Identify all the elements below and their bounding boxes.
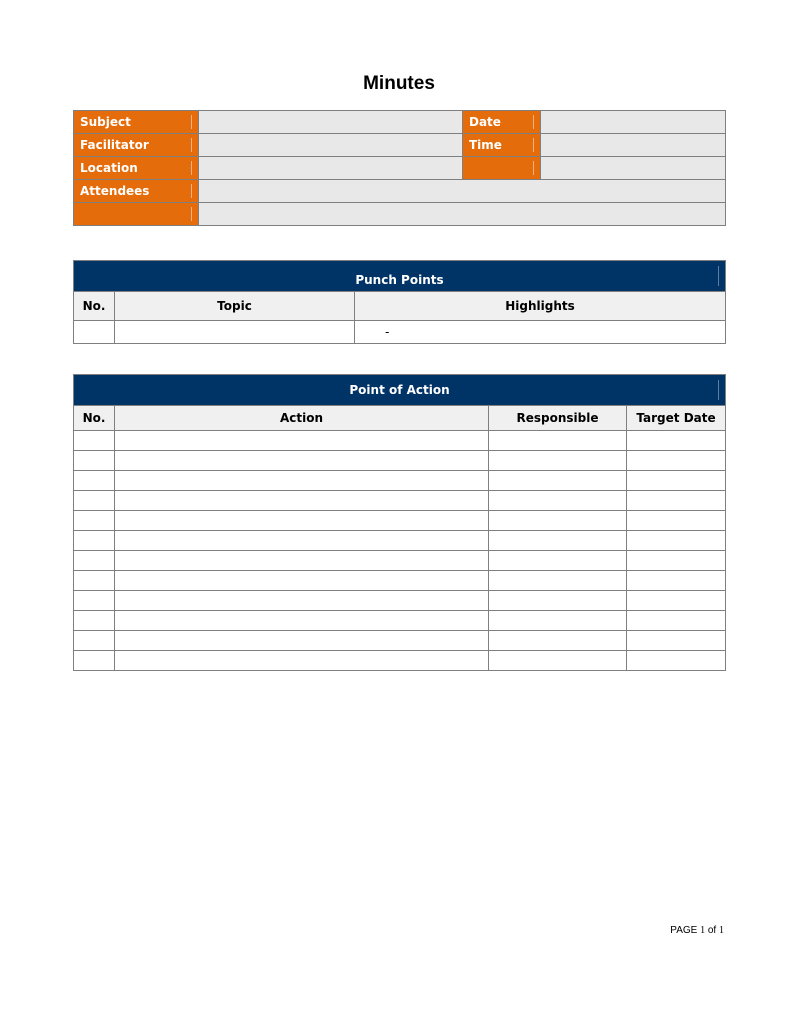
table-row (74, 451, 726, 471)
responsible-cell[interactable] (489, 471, 627, 491)
punch-highlights-cell[interactable]: - (355, 321, 726, 344)
target-date-cell[interactable] (627, 651, 726, 671)
responsible-cell[interactable] (489, 611, 627, 631)
info-row-attendees (74, 180, 726, 203)
action-cell[interactable] (115, 431, 489, 451)
action-no-cell[interactable] (74, 431, 115, 451)
time-field[interactable] (541, 134, 726, 157)
punch-points-table (73, 260, 726, 344)
responsible-cell[interactable] (489, 571, 627, 591)
action-no-cell[interactable] (74, 491, 115, 511)
punch-points-header-row (74, 292, 726, 321)
target-date-cell[interactable] (627, 511, 726, 531)
page-label: PAGE (670, 925, 698, 936)
responsible-cell[interactable] (489, 451, 627, 471)
action-no-cell[interactable] (74, 591, 115, 611)
page-footer (600, 924, 724, 938)
table-row (74, 491, 726, 511)
punch-no-cell[interactable] (74, 321, 115, 344)
target-date-cell[interactable] (627, 551, 726, 571)
facilitator-label: Facilitator (74, 134, 199, 157)
info-row-facilitator (74, 134, 726, 157)
action-cell[interactable] (115, 511, 489, 531)
action-no-cell[interactable] (74, 531, 115, 551)
action-no-cell[interactable] (74, 651, 115, 671)
action-no-cell[interactable] (74, 551, 115, 571)
column-header-highlights: Highlights (355, 292, 726, 321)
location-label: Location (74, 157, 199, 180)
date-field[interactable] (541, 111, 726, 134)
target-date-cell[interactable] (627, 531, 726, 551)
punch-topic-cell[interactable] (115, 321, 355, 344)
time-label: Time (463, 134, 541, 157)
action-cell[interactable] (115, 551, 489, 571)
attendees-label: Attendees (74, 180, 199, 203)
table-row (74, 651, 726, 671)
action-cell[interactable] (115, 611, 489, 631)
action-cell[interactable] (115, 571, 489, 591)
facilitator-field[interactable] (199, 134, 463, 157)
table-row (74, 551, 726, 571)
action-cell[interactable] (115, 651, 489, 671)
action-no-cell[interactable] (74, 451, 115, 471)
table-row (74, 571, 726, 591)
action-no-cell[interactable] (74, 511, 115, 531)
action-cell[interactable] (115, 631, 489, 651)
column-header-responsible: Responsible (489, 406, 627, 431)
table-row (74, 531, 726, 551)
column-header-no: No. (74, 292, 115, 321)
meeting-info-table (73, 110, 726, 226)
punch-points-title: Punch Points (74, 261, 726, 292)
subject-label: Subject (74, 111, 199, 134)
table-row (74, 591, 726, 611)
target-date-cell[interactable] (627, 591, 726, 611)
action-no-cell[interactable] (74, 571, 115, 591)
column-header-no: No. (74, 406, 115, 431)
attendees-field[interactable] (199, 180, 726, 203)
table-row (74, 511, 726, 531)
of-label: of (707, 925, 717, 936)
target-date-cell[interactable] (627, 491, 726, 511)
responsible-cell[interactable] (489, 551, 627, 571)
action-no-cell[interactable] (74, 471, 115, 491)
table-row (74, 611, 726, 631)
table-row (74, 431, 726, 451)
responsible-cell[interactable] (489, 431, 627, 451)
action-cell[interactable] (115, 531, 489, 551)
action-cell[interactable] (115, 491, 489, 511)
page-total: 1 (719, 925, 724, 936)
table-row (74, 471, 726, 491)
location-field[interactable] (199, 157, 463, 180)
column-header-topic: Topic (115, 292, 355, 321)
point-of-action-table (73, 374, 726, 671)
responsible-cell[interactable] (489, 491, 627, 511)
action-cell[interactable] (115, 451, 489, 471)
table-row (74, 631, 726, 651)
responsible-cell[interactable] (489, 591, 627, 611)
responsible-cell[interactable] (489, 631, 627, 651)
column-header-target-date: Target Date (627, 406, 726, 431)
action-cell[interactable] (115, 471, 489, 491)
responsible-cell[interactable] (489, 651, 627, 671)
blank-field[interactable] (541, 157, 726, 180)
target-date-cell[interactable] (627, 471, 726, 491)
column-header-action: Action (115, 406, 489, 431)
date-label: Date (463, 111, 541, 134)
target-date-cell[interactable] (627, 431, 726, 451)
point-of-action-title: Point of Action (74, 375, 726, 406)
responsible-cell[interactable] (489, 511, 627, 531)
info-row-subject (74, 111, 726, 134)
responsible-cell[interactable] (489, 531, 627, 551)
target-date-cell[interactable] (627, 451, 726, 471)
target-date-cell[interactable] (627, 571, 726, 591)
blank-label (463, 157, 541, 180)
page-number: 1 (700, 925, 706, 936)
extra-label (74, 203, 199, 226)
page-title: Minutes (363, 73, 435, 94)
action-no-cell[interactable] (74, 611, 115, 631)
info-row-extra (74, 203, 726, 226)
target-date-cell[interactable] (627, 631, 726, 651)
action-no-cell[interactable] (74, 631, 115, 651)
extra-field[interactable] (199, 203, 726, 226)
action-cell[interactable] (115, 591, 489, 611)
point-of-action-header-row (74, 406, 726, 431)
target-date-cell[interactable] (627, 611, 726, 631)
table-row (74, 321, 726, 344)
subject-field[interactable] (199, 111, 463, 134)
info-row-location (74, 157, 726, 180)
